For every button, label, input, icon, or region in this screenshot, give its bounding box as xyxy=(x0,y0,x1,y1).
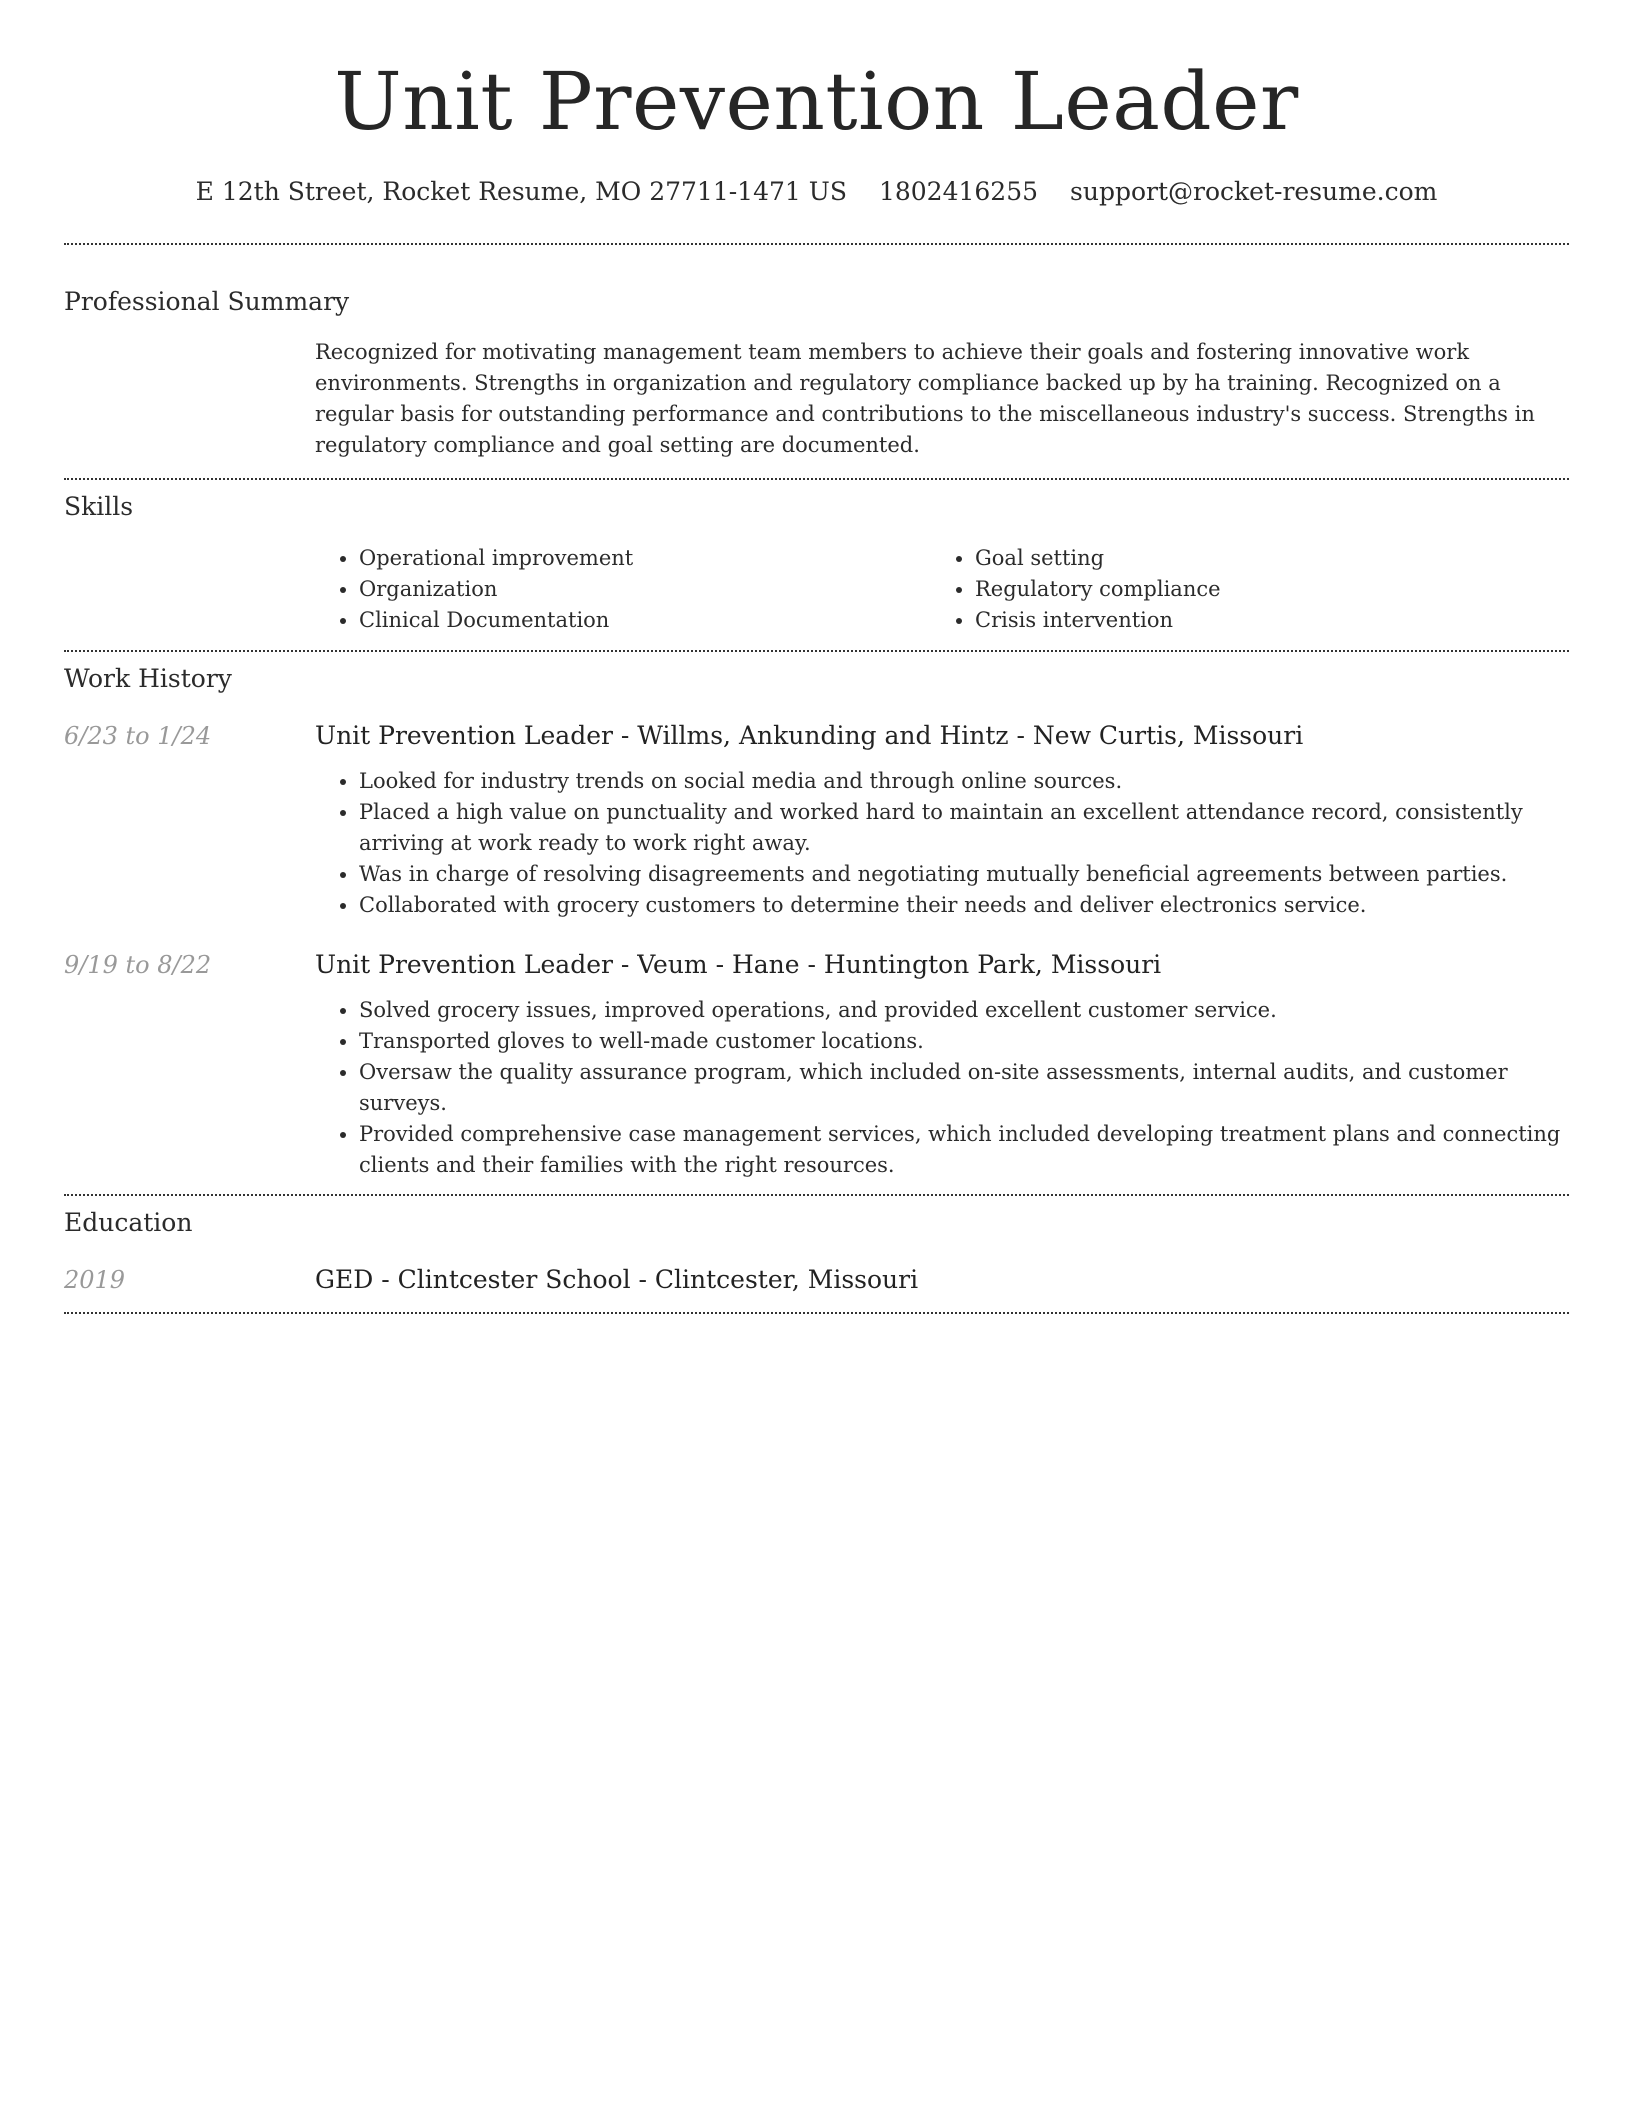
job-bullet: • Provided comprehensive case management services, which included developing treatment plans and connecting clients and their families with the right resources. xyxy=(359,1119,1569,1181)
job-bullet: • Looked for industry trends on social media and through online sources. xyxy=(359,766,1569,797)
address: E 12th Street, Rocket Resume, MO 27711-1471 US xyxy=(195,177,847,206)
divider xyxy=(64,650,1569,652)
job-heading: Unit Prevention Leader - Veum - Hane - Huntington Park, Missouri xyxy=(315,950,1162,979)
job-dates: 9/19 to 8/22 xyxy=(64,951,212,979)
section-title-summary: Professional Summary xyxy=(64,287,350,316)
phone-number: 1802416255 xyxy=(878,177,1039,206)
candidate-name: Unit Prevention Leader xyxy=(334,55,1299,148)
contact-line xyxy=(64,174,1569,210)
skills-column-right xyxy=(931,543,1547,636)
job-bullet: • Collaborated with grocery customers to determine their needs and deliver electronics service. xyxy=(359,890,1569,921)
section-title-work-history: Work History xyxy=(64,664,232,693)
divider xyxy=(64,478,1569,480)
skill-item: • Crisis intervention xyxy=(975,605,1547,636)
job-bullet: • Solved grocery issues, improved operations, and provided excellent customer service. xyxy=(359,995,1569,1026)
summary-text: Recognized for motivating management team members to achieve their goals and fostering innovative work environments. Strengths in organization and regulatory compliance backed up by ha training. Recognized on a regular basis for outstanding performance and contributions to the miscellaneous industry's success. Strengths in regulatory compliance and goal setting are documented. xyxy=(315,340,1535,457)
job-bullet: • Was in charge of resolving disagreements and negotiating mutually beneficial agreements between parties. xyxy=(359,859,1569,890)
skill-item: • Clinical Documentation xyxy=(359,605,931,636)
section-title-skills: Skills xyxy=(64,492,134,521)
skills-grid xyxy=(315,543,1569,636)
education-details: GED - Clintcester School - Clintcester, Missouri xyxy=(315,1265,919,1294)
skills-section xyxy=(64,490,1569,636)
summary-section xyxy=(64,285,1569,461)
divider xyxy=(64,1312,1569,1314)
job-bullet: • Placed a high value on punctuality and worked hard to maintain an excellent attendance record, consistently arriving at work ready to work right away. xyxy=(359,797,1569,859)
job-entry xyxy=(64,718,1569,921)
email-address: support@rocket-resume.com xyxy=(1070,177,1438,206)
divider xyxy=(64,243,1569,245)
job-dates: 6/23 to 1/24 xyxy=(64,722,212,750)
job-bullet: • Oversaw the quality assurance program, which included on-site assessments, internal audits, and customer surveys. xyxy=(359,1057,1569,1119)
skill-item: • Organization xyxy=(359,574,931,605)
work-history-section xyxy=(64,662,1569,1181)
skill-item: • Goal setting xyxy=(975,543,1547,574)
education-entry xyxy=(64,1262,1569,1298)
skill-item: • Regulatory compliance xyxy=(975,574,1547,605)
job-entry xyxy=(64,947,1569,1181)
job-details xyxy=(315,947,1569,1181)
job-heading: Unit Prevention Leader - Willms, Ankunding and Hintz - New Curtis, Missouri xyxy=(315,721,1304,750)
job-details xyxy=(315,718,1569,921)
job-bullet: • Transported gloves to well-made customer locations. xyxy=(359,1026,1569,1057)
job-bullets xyxy=(315,766,1569,921)
education-section xyxy=(64,1206,1569,1298)
skill-item: • Operational improvement xyxy=(359,543,931,574)
job-bullets xyxy=(315,995,1569,1181)
section-title-education: Education xyxy=(64,1208,193,1237)
education-year: 2019 xyxy=(64,1266,126,1294)
skills-column-left xyxy=(315,543,931,636)
divider xyxy=(64,1194,1569,1196)
